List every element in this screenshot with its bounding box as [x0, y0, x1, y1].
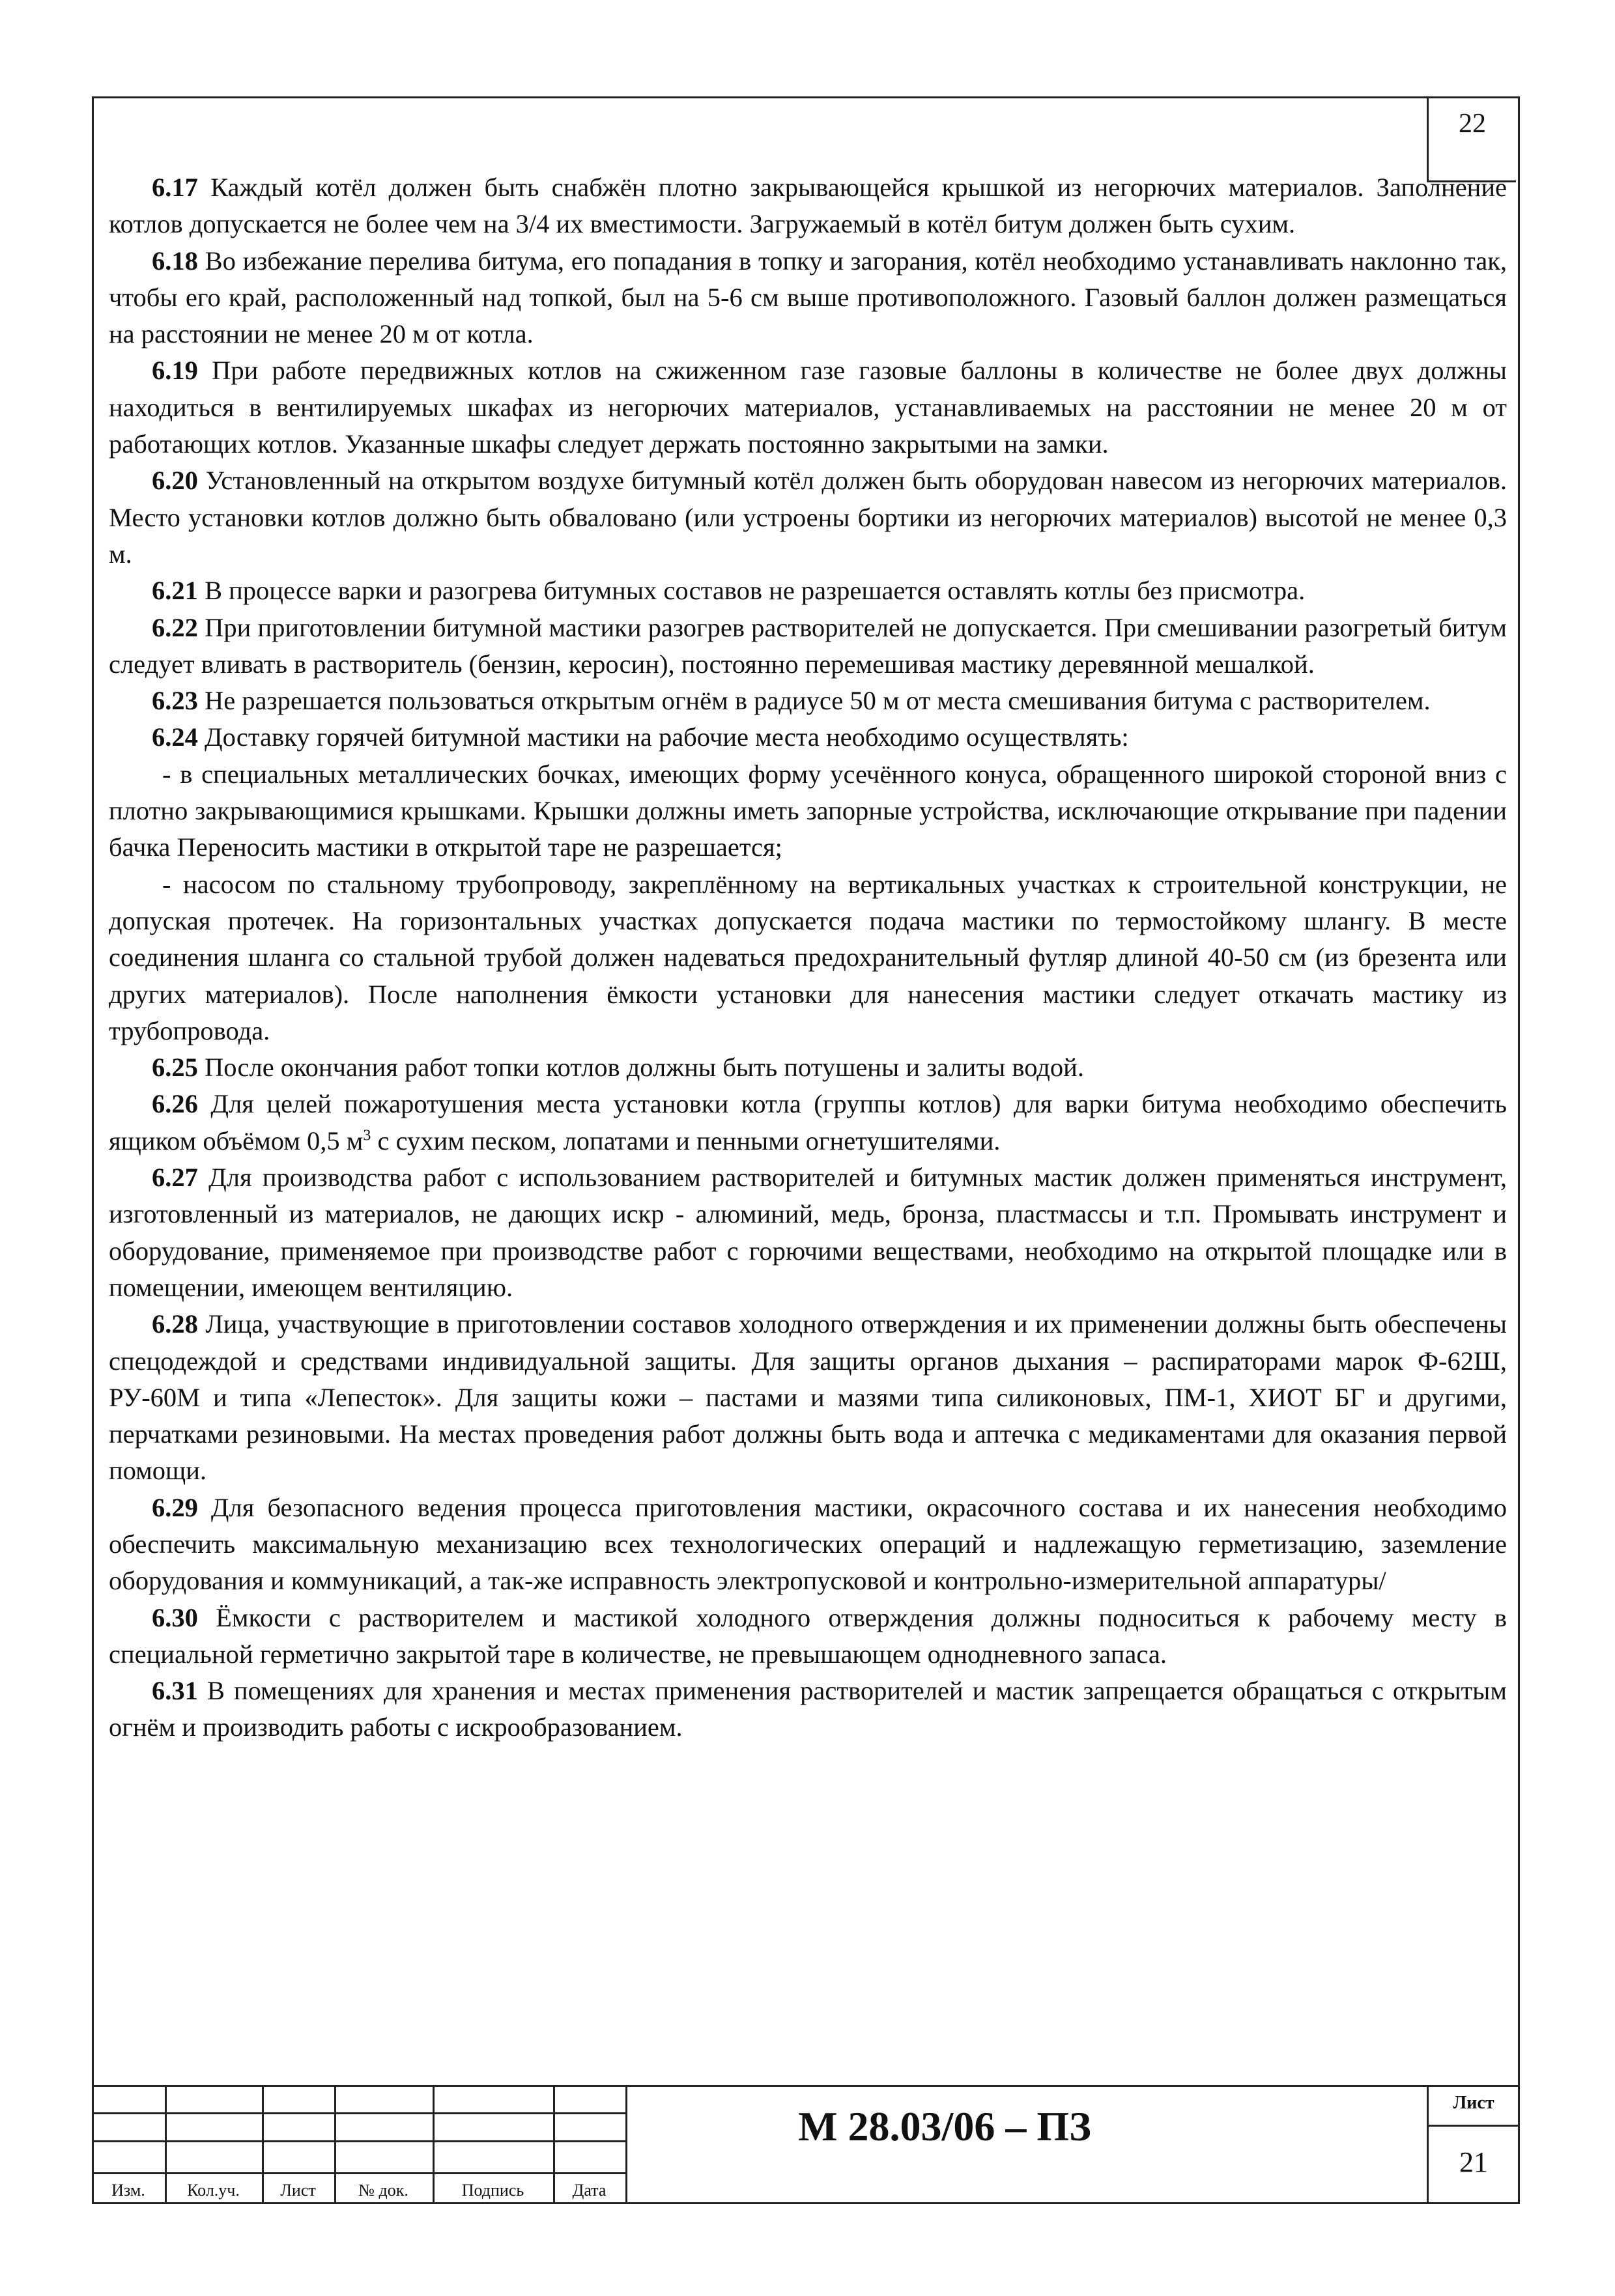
paragraph-6-17: [109, 169, 1507, 243]
stamp-row-line: [92, 2140, 627, 2142]
paragraph-6-29: [109, 1490, 1507, 1600]
document-body: [109, 169, 1507, 1746]
paragraph-text: Установленный на открытом воздухе битумный котёл должен быть оборудован навесом из негорючих материалов. Место установки котлов должно быть обваловано (или устроены бортики из негорючих материалов) высотой не менее 0,3 м.: [109, 466, 1507, 569]
paragraph-number: 6.20: [152, 466, 198, 496]
stamp-sheet-line: [1427, 2125, 1518, 2127]
document-code: М 28.03/06 – ПЗ: [798, 2103, 1091, 2149]
paragraph-6-19: [109, 352, 1507, 462]
paragraph-text: В процессе варки и разогрева битумных составов не разрешается оставлять котлы без присмотра.: [197, 576, 1306, 606]
stamp-column-line: [625, 2085, 627, 2202]
paragraph-number: 6.29: [152, 1492, 198, 1522]
paragraph-6-21: [109, 573, 1507, 609]
paragraph-number: 6.26: [152, 1089, 198, 1119]
paragraph-number: 6.23: [152, 686, 198, 716]
paragraph-6-24: [109, 719, 1507, 756]
paragraph-number: 6.18: [152, 246, 198, 276]
column-label-signature: Подпись: [461, 2181, 524, 2200]
paragraph-6-28: [109, 1306, 1507, 1489]
paragraph-text: Для безопасного ведения процесса приготовления мастики, окрасочного состава и их нанесения необходимо обеспечить максимальную механизацию всех технологических операций и надлежащую герметизацию, заземление оборудования и коммуникаций, а так-же исправность электропусковой и контрольно-измерительной аппаратуры/: [109, 1492, 1507, 1596]
paragraph-6-30: [109, 1600, 1507, 1673]
column-label-sheet: Лист: [280, 2181, 316, 2200]
paragraph-6-18: [109, 243, 1507, 353]
paragraph-number: 6.21: [152, 576, 198, 606]
paragraph-number: 6.25: [152, 1053, 198, 1083]
paragraph-6-20: [109, 462, 1507, 573]
paragraph-text: При приготовлении битумной мастики разогрев растворителей не допускается. При смешивании разогретый битум следует вливать в растворитель (бензин, керосин), постоянно перемешивая мастику деревянной мешалкой.: [109, 612, 1507, 679]
superscript: 3: [363, 1127, 371, 1144]
stamp-row-line: [92, 2172, 627, 2174]
paragraph-6-26: [109, 1086, 1507, 1159]
paragraph-number: 6.31: [152, 1676, 198, 1706]
sheet-number: 21: [1459, 2146, 1488, 2178]
stamp-row-line: [92, 2112, 627, 2114]
paragraph-text: с сухим песком, лопатами и пенными огнетушителями.: [371, 1126, 1001, 1155]
stamp-top-line: [92, 2085, 1518, 2087]
paragraph-6-22: [109, 610, 1507, 683]
paragraph-6-23: [109, 683, 1507, 719]
paragraph-text: Каждый котёл должен быть снабжён плотно закрывающейся крышкой из негорючих материалов. Заполнение котлов допускается не более чем на 3/4 их вместимости. Загружаемый в котёл битум должен быть сухим.: [109, 173, 1507, 239]
paragraph-number: 6.17: [152, 173, 198, 202]
paragraph-text: Доставку горячей битумной мастики на рабочие места необходимо осуществлять:: [197, 722, 1129, 752]
page-number: 22: [1459, 109, 1486, 139]
paragraph-number: 6.22: [152, 612, 198, 642]
paragraph-text: Для производства работ с использованием растворителей и битумных мастик должен применяться инструмент, изготовленный из материалов, не дающих искр - алюминий, медь, бронза, пластмассы и т.п. Промывать инструмент и оборудование, применяемое при производстве работ с горючими веществами, необходимо на открытой площадке или в помещении, имеющем вентиляцию.: [109, 1163, 1507, 1302]
paragraph-text: После окончания работ топки котлов должны быть потушены и залиты водой.: [197, 1053, 1084, 1083]
paragraph-6-31: [109, 1673, 1507, 1746]
paragraph-number: 6.24: [152, 722, 198, 752]
column-label-doc-number: № док.: [358, 2181, 408, 2200]
column-label-date: Дата: [572, 2181, 607, 2200]
paragraph-number: 6.27: [152, 1163, 198, 1193]
paragraph-text: Во избежание перелива битума, его попадания в топку и загорания, котёл необходимо устанавливать наклонно так, чтобы его край, расположенный над топкой, был на 5-6 см выше противоположного. Газовый баллон должен размещаться на расстоянии не менее 20 м от котла.: [109, 246, 1507, 349]
sheet-label: Лист: [1453, 2093, 1494, 2113]
paragraph-text: Для целей пожаротушения места установки котла (группы котлов) для варки битума необходимо обеспечить ящиком объёмом 0,5 м: [109, 1089, 1507, 1155]
paragraph-text: Не разрешается пользоваться открытым огнём в радиусе 50 м от места смешивания битума с растворителем.: [197, 686, 1431, 716]
column-label-count: Кол.уч.: [187, 2181, 240, 2200]
list-item: - в специальных металлических бочках, имеющих форму усечённого конуса, обращенного широкой стороной вниз с плотно закрывающимися крышками. Крышки должны иметь запорные устройства, исключающие открывание при падении бачка Переносить мастики в открытой таре не разрешается;: [109, 759, 1507, 862]
paragraph-6-25: [109, 1049, 1507, 1086]
paragraph-text: Лица, участвующие в приготовлении составов холодного отверждения и их применении должны быть обеспечены спецодеждой и средствами индивидуальной защиты. Для защиты органов дыхания – распираторами марок Ф-62Ш, РУ-60М и типа «Лепесток». Для защиты кожи – пастами и мазями типа силиконовых, ПМ-1, ХИОТ БГ и другими, перчатками резиновыми. На местах проведения работ должны быть вода и аптечка с медикаментами для оказания первой помощи.: [109, 1309, 1507, 1486]
stamp-column-line: [1427, 2085, 1429, 2202]
list-item: - насосом по стальному трубопроводу, закреплённому на вертикальных участках к строительной конструкции, не допуская протечек. На горизонтальных участках допускается подача мастики по термостойкому шлангу. В месте соединения шланга со стальной трубой должен надеваться предохранительный футляр длиной 40-50 см (из брезента или других материалов). После наполнения ёмкости установки для нанесения мастики следует откачать мастику из трубопровода.: [109, 869, 1507, 1045]
column-label-change: Изм.: [111, 2181, 145, 2200]
paragraph-text: В помещениях для хранения и местах применения растворителей и мастик запрещается обращаться с открытым огнём и производить работы с искрообразованием.: [109, 1676, 1507, 1742]
paragraph-number: 6.30: [152, 1602, 198, 1632]
paragraph-number: 6.28: [152, 1309, 198, 1339]
paragraph-number: 6.19: [152, 356, 198, 386]
paragraph-6-27: [109, 1159, 1507, 1306]
paragraph-text: При работе передвижных котлов на сжиженном газе газовые баллоны в количестве не более двух должны находиться в вентилируемых шкафах из негорючих материалов, устанавливаемых на расстоянии не менее 20 м от работающих котлов. Указанные шкафы следует держать постоянно закрытыми на замки.: [109, 356, 1507, 459]
paragraph-text: Ёмкости с растворителем и мастикой холодного отверждения должны подноситься к рабочему месту в специальной герметично закрытой таре в количестве, не превышающем однодневного запаса.: [109, 1602, 1507, 1669]
